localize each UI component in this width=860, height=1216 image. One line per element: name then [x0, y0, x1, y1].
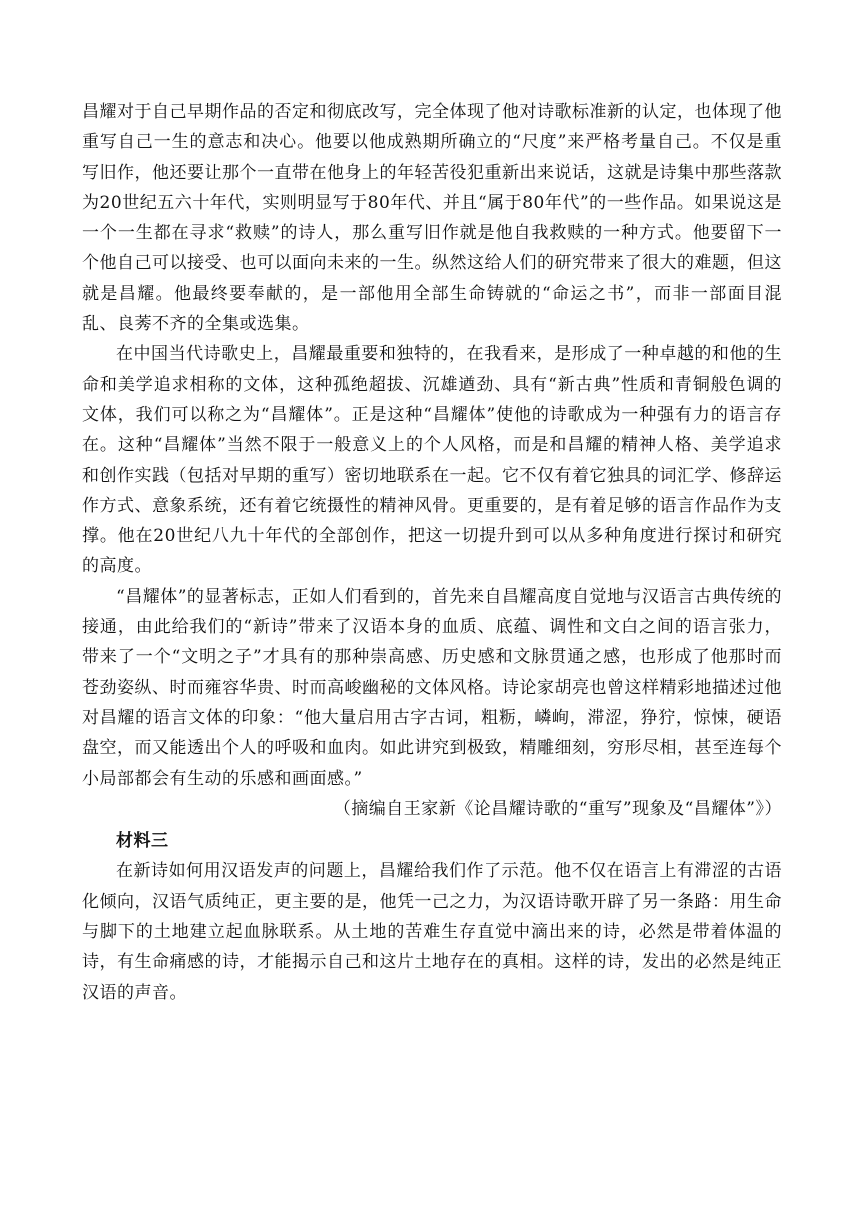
section-heading-material-three: 材料三 — [116, 831, 169, 852]
paragraph-changyao-style: 在中国当代诗歌史上，昌耀最重要和独特的，在我看来，是形成了一种卓越的和他的生命和美学追求相称的文体，这种孤绝超拔、沉雄遒劲、具有“新古典”性质和青铜般色调的文体，我们可以称之为“昌耀体”。正是这种“昌耀体”使他的诗歌成为一种强有力的语言存在。这种“昌耀体”当然不限于一般意义上的个人风格，而是和昌耀的精神人格、美学追求和创作实践（包括对早期的重写）密切地联系在一起。它不仅有着它独具的词汇学、修辞运作方式、意象系统，还有着它统摄性的精神风骨。更重要的，是有着足够的语言作品作为支撑。他在20世纪八九十年代的全部创作，把这一切提升到可以从多种角度进行探讨和研究的高度。 — [82, 344, 782, 577]
paragraph-chinese-voice: 在新诗如何用汉语发声的问题上，昌耀给我们作了示范。他不仅在语言上有滞涩的古语化倾向，汉语气质纯正，更主要的是，他凭一己之力，为汉语诗歌开辟了另一条路：用生命与脚下的土地建立起血脉联系。从土地的苦难生存直觉中滴出来的诗，必然是带着体温的诗，有生命痛感的诗，才能揭示自己和这片土地存在的真相。这样的诗，发出的必然是纯正汉语的声音。 — [82, 861, 782, 1003]
source-citation: （摘编自王家新《论昌耀诗歌的“重写”现象及“昌耀体”》） — [333, 798, 782, 819]
document-page — [82, 97, 782, 1008]
paragraph-style-features: “昌耀体”的显著标志，正如人们看到的，首先来自昌耀高度自觉地与汉语言古典传统的接通，由此给我们的“新诗”带来了汉语本身的血质、底蕴、调性和文白之间的语言张力，带来了一个“文明之子”才具有的那种崇高感、历史感和文脉贯通之感，也形成了他那时而苍劲姿纵、时而雍容华贵、时而高峻幽秘的文体风格。诗论家胡亮也曾这样精彩地描述过他对昌耀的语言文体的印象：“他大量启用古字古词，粗粝，嶙峋，滞涩，狰狞，惊悚，硬语盘空，而又能透出个人的呼吸和血肉。如此讲究到极致，精雕细刻，穷形尽相，甚至连每个小局部都会有生动的乐感和画面感。” — [82, 586, 782, 789]
paragraph-rewriting: 昌耀对于自己早期作品的否定和彻底改写，完全体现了他对诗歌标准新的认定，也体现了他重写自己一生的意志和决心。他要以他成熟期所确立的“尺度”来严格考量自己。不仅是重写旧作，他还要让那个一直带在他身上的年轻苦役犯重新出来说话，这就是诗集中那些落款为20世纪五六十年代，实则明显写于80年代、并且“属于80年代”的一些作品。如果说这是一个一生都在寻求“救赎”的诗人，那么重写旧作就是他自我救赎的一种方式。他要留下一个他自己可以接受、也可以面向未来的一生。纵然这给人们的研究带来了很大的难题，但这就是昌耀。他最终要奉献的，是一部他用全部生命铸就的“命运之书”，而非一部面目混乱、良莠不齐的全集或选集。 — [82, 102, 782, 335]
